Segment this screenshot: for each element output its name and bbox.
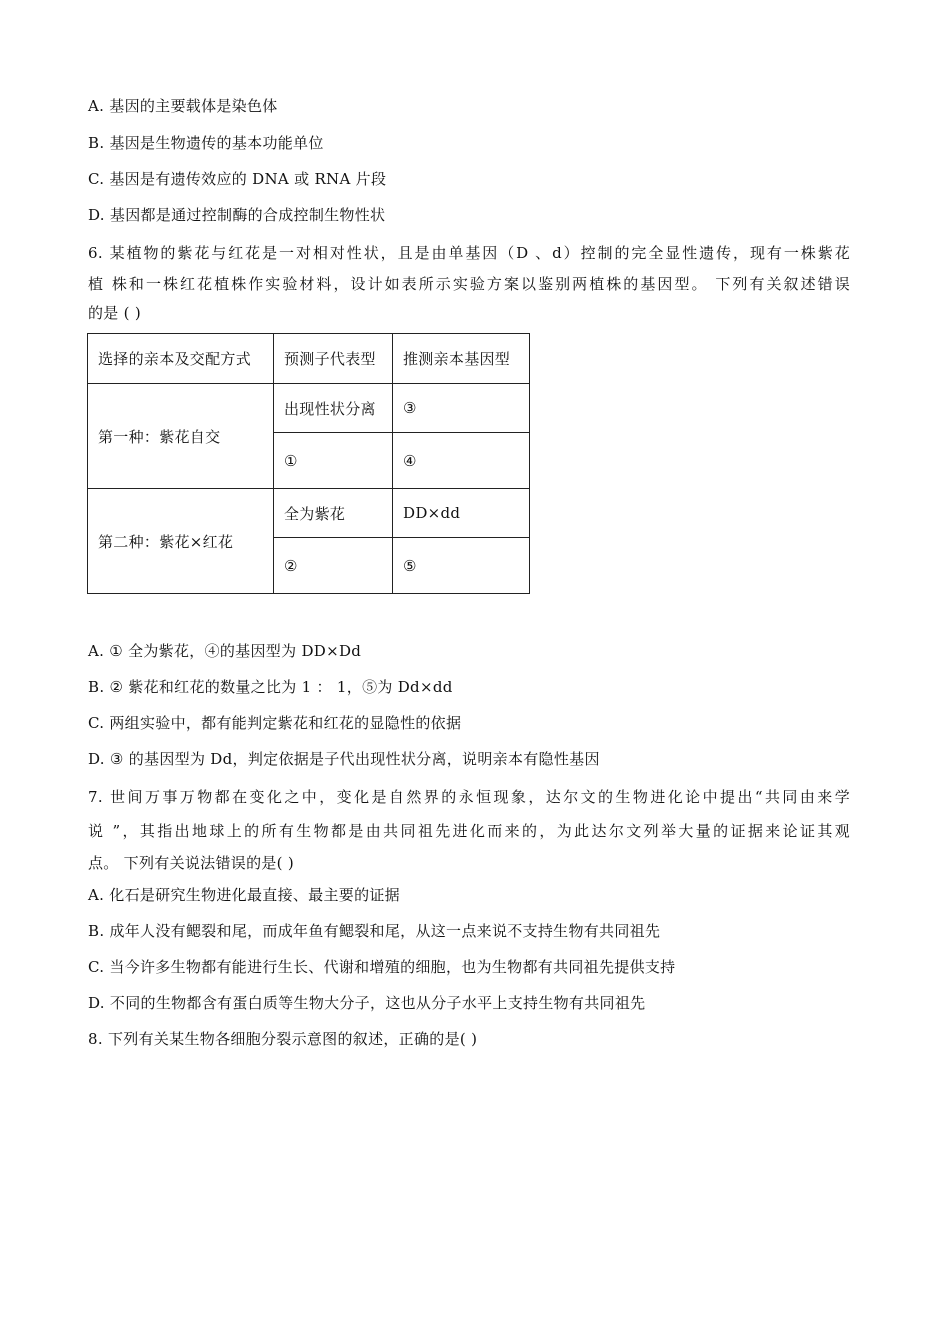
q5-option-d: D. 基因都是通过控制酶的合成控制生物性状 [88,206,386,224]
q5-option-a: A. 基因的主要载体是染色体 [88,97,278,115]
table-cell: ③ [393,384,530,433]
q5-option-b: B. 基因是生物遗传的基本功能单位 [88,134,324,152]
table-cell: 全为紫花 [274,489,393,538]
q5-option-c: C. 基因是有遗传效应的 DNA 或 RNA 片段 [88,170,387,188]
table-header-row [88,334,530,384]
table-cell: ② [274,538,393,594]
table-row [88,489,530,538]
q6-option-c: C. 两组实验中，都有能判定紫花和红花的显隐性的依据 [88,714,462,732]
q6-stem-line-2: 植 株和一株红花植株作实验材料，设计如表所示实验方案以鉴别两植株的基因型。 下列有关叙述错误 [88,275,850,293]
q6-stem-line-1: 6. 某植物的紫花与红花是一对相对性状，且是由单基因（D 、d）控制的完全显性遗传，现有一株紫花 [88,244,850,262]
q7-stem-line-3: 点。 下列有关说法错误的是( ) [88,854,295,872]
q7-option-a: A. 化石是研究生物进化最直接、最主要的证据 [88,886,400,904]
q7-stem-line-1: 7. 世间万事万物都在变化之中，变化是自然界的永恒现象，达尔文的生物进化论中提出“共同由来学 [88,788,850,806]
q8-stem: 8. 下列有关某生物各细胞分裂示意图的叙述，正确的是( ) [88,1030,478,1048]
table-header-cell: 预测子代表型 [274,334,393,384]
table-row [88,384,530,433]
q7-option-d: D. 不同的生物都含有蛋白质等生物大分子，这也从分子水平上支持生物有共同祖先 [88,994,646,1012]
q6-stem-line-3: 的是 ( ) [88,304,142,322]
table-cell: 出现性状分离 [274,384,393,433]
table-cell: ⑤ [393,538,530,594]
table-header-cell: 选择的亲本及交配方式 [88,334,274,384]
group1-label: 第一种：紫花自交 [88,384,274,489]
q7-option-c: C. 当今许多生物都有能进行生长、代谢和增殖的细胞，也为生物都有共同祖先提供支持 [88,958,676,976]
experiment-table [87,333,530,594]
q6-option-a: A. ① 全为紫花，④的基因型为 DD×Dd [88,642,362,660]
table-cell: ④ [393,433,530,489]
group2-label: 第二种：紫花×红花 [88,489,274,594]
table-header-cell: 推测亲本基因型 [393,334,530,384]
q6-option-b: B. ② 紫花和红花的数量之比为 1 ： 1，⑤为 Dd×dd [88,678,453,696]
q6-option-d: D. ③ 的基因型为 Dd，判定依据是子代出现性状分离，说明亲本有隐性基因 [88,750,600,768]
q7-stem-line-2: 说 ”，其指出地球上的所有生物都是由共同祖先进化而来的，为此达尔文列举大量的证据来论证其观 [88,822,850,840]
table-cell: ① [274,433,393,489]
q7-option-b: B. 成年人没有鳃裂和尾，而成年鱼有鳃裂和尾，从这一点来说不支持生物有共同祖先 [88,922,661,940]
table-cell: DD×dd [393,489,530,538]
